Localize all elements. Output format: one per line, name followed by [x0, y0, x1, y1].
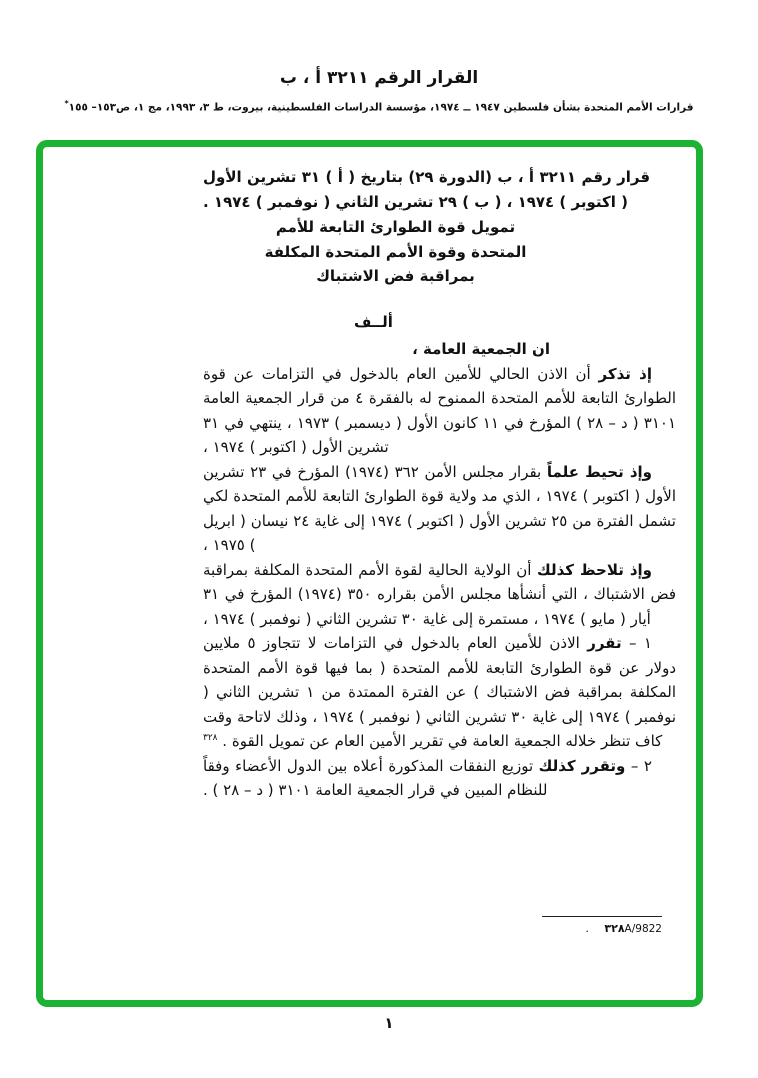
paragraph-body: الاذن للأمين العام بالدخول في التزامات لا تتجاوز ٥ ملايين دولار عن قوة الطوارئ التابعة للأمم المتحدة ( بما فيها قوة الأمم المتحدة المكلفة بمراقبة فض الاشتباك ) عن الفترة الممتدة من ١ تشرين الثاني ( نوفمبر ) ١٩٧٤ إلى غاية ٣٠ تشرين الثاني ( نوفمبر ) ١٩٧٤ ، وذلك لاتاحة وقت كاف تنظر خلاله الجمعية العامة في تقرير الأمين العام عن تمويل القوة . [203, 634, 677, 750]
paragraph-lead: وتقرر كذلك [538, 756, 626, 775]
source-citation [0, 97, 758, 115]
paragraph-lead: تقرر [587, 634, 622, 652]
operative-paragraph-2 [203, 754, 676, 803]
paragraph-body: توزيع النفقات المذكورة أعلاه بين الدول الأعضاء وفقاً للنظام المبين في قرار الجمعية العامة ٣١٠١ ( د – ٢٨ ) . [203, 756, 548, 799]
resolution-subtitle [203, 215, 676, 289]
paragraph-number: ١ – [629, 634, 652, 652]
footnote-reference: ٣٢٨ [203, 733, 218, 743]
paragraph-number: ٢ – [630, 756, 652, 775]
page-number: ١ [384, 1014, 394, 1032]
footnote-number: ٣٢٨ [604, 922, 625, 935]
footnote-divider [542, 916, 662, 917]
section-heading-alif: ألــف [354, 312, 393, 331]
source-footnote-mark: * [64, 99, 69, 108]
footnote [532, 916, 662, 936]
subtitle-line-1: تمويل قوة الطوارئ التابعة للأمم [275, 218, 516, 236]
page-title: القرار الرقم ٣٢١١ أ ، ب [279, 68, 479, 88]
footnote-document-symbol: A/9822 [624, 923, 662, 935]
paragraph-body: أن الولاية الحالية لقوة الأمم المتحدة المكلفة بمراقبة فض الاشتباك ، التي أنشأها مجلس الأمن بقراره ٣٥٠ (١٩٧٤) المؤرخ في ٣١ أيار ( مايو ) ١٩٧٤ ، مستمرة إلى غاية ٣٠ تشرين الثاني ( نوفمبر ) ١٩٧٤ ، [203, 560, 676, 628]
paragraph-lead: وإذ تلاحظ كذلك [536, 560, 652, 579]
preamble-paragraph-3 [203, 558, 676, 632]
paragraph-lead: وإذ تحيط علماً [546, 462, 653, 481]
resolution-text-column [203, 165, 676, 803]
subtitle-line-3: بمراقبة فض الاشتباك [316, 267, 475, 285]
footnote-text [532, 922, 662, 936]
source-citation-text: قرارات الأمم المتحدة بشأن فلسطين ١٩٤٧ ــ ١٩٧٤، مؤسسة الدراسات الفلسطينية، بيروت، ط ٣، ١٩٩٣، مج ١، ص١٥٣– ١٥٥ [68, 101, 694, 114]
paragraph-body: أن الاذن الحالي للأمين العام بالدخول في التزامات عن قوة الطوارئ التابعة للأمم المتحدة الممنوح له بالفقرة ٤ من قرار الجمعية العامة ٣١٠١ ( د – ٢٨ ) المؤرخ في ١١ كانون الأول ( ديسمبر ) ١٩٧٣ ، ينتهي في ٣١ تشرين الأول ( اكتوبر ) ١٩٧٤ ، [203, 364, 677, 456]
document-header [0, 0, 758, 115]
paragraph-body: بقرار مجلس الأمن ٣٦٢ (١٩٧٤) المؤرخ في ٢٣ تشرين الأول ( اكتوبر ) ١٩٧٤ ، الذي مد ولاية قوة الطوارئ التابعة للأمم المتحدة لكي تشمل الفترة من ٢٥ تشرين الأول ( اكتوبر ) ١٩٧٤ إلى غاية ٢٤ نيسان ( ابريل ) ١٩٧٥ ، [203, 462, 676, 554]
resolution-highlight-box [36, 140, 703, 1007]
preamble-paragraph-1 [203, 362, 676, 460]
paragraph-lead: إذ تذكر [598, 364, 652, 383]
resolution-heading: قرار رقم ٣٢١١ أ ، ب (الدورة ٢٩) بتاريخ ( أ ) ٣١ تشرين الأول ( اكتوبر ) ١٩٧٤ ، ( ب ) ٢٩ تشرين الثاني ( نوفمبر ) ١٩٧٤ . [203, 168, 651, 211]
subtitle-line-2: المتحدة وقوة الأمم المتحدة المكلفة [264, 242, 527, 261]
preamble-paragraph-2 [203, 460, 676, 558]
preamble-opening: ان الجمعية العامة ، [412, 340, 550, 358]
footnote-period: . [585, 922, 589, 935]
operative-paragraph-1 [203, 631, 676, 754]
